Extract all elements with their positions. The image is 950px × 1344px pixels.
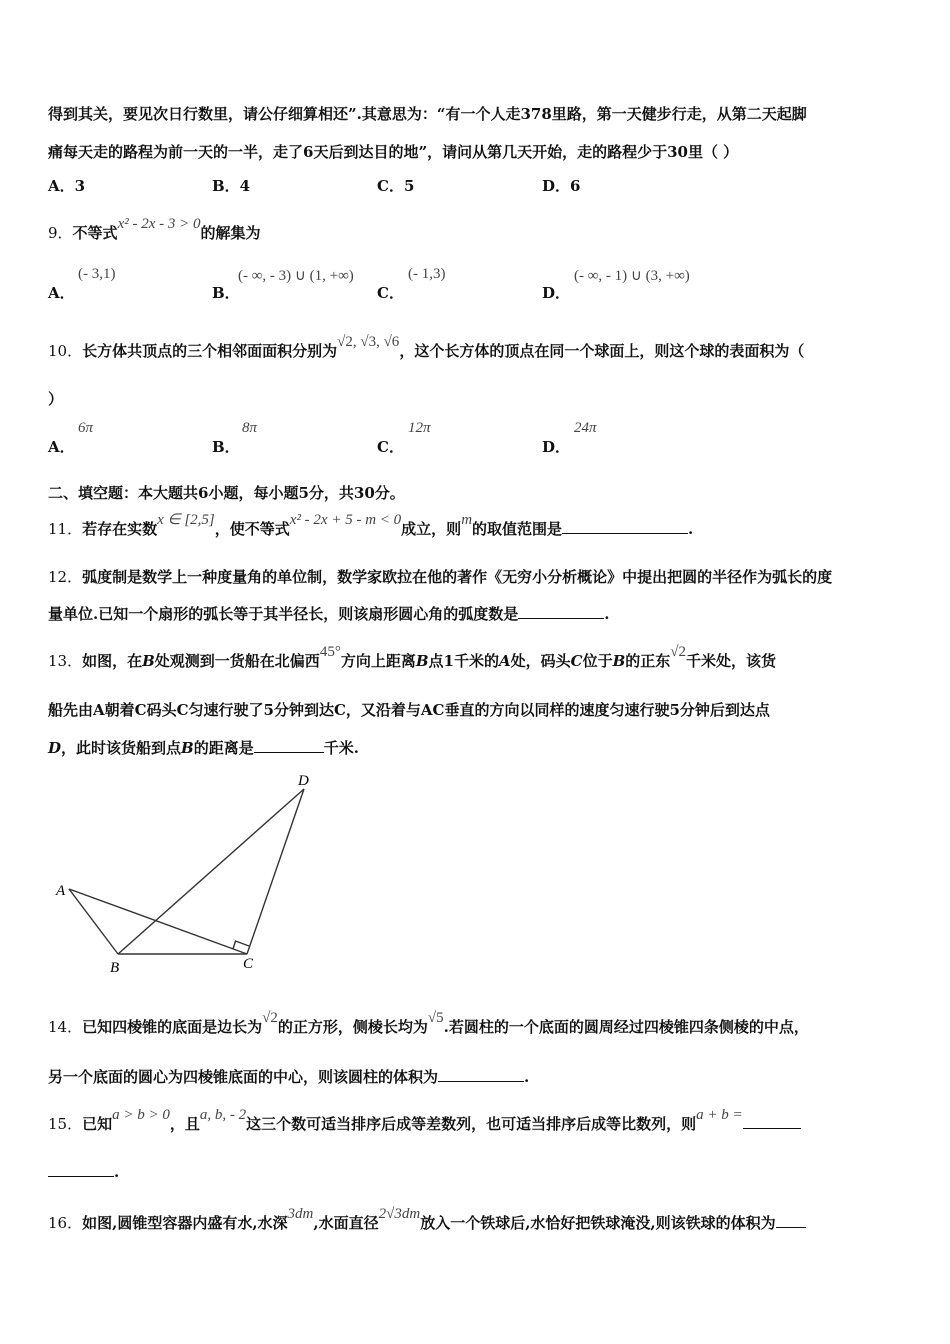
q8-option-a: A．3 [48,177,86,195]
q13-figure [44,765,334,980]
q16-number: 16． [48,1214,83,1232]
q16-diameter: 2√3dm [378,1206,421,1222]
q9-option-c-label: C． [377,284,404,302]
q13-l3b: ，此时该货船到点 [61,739,182,757]
q12-text2: 量单位.已知一个扇形的弧长等于其半径长，则该扇形圆心角的弧度数是 [48,605,519,623]
q12-number: 12． [48,568,83,586]
q13-a7: 的正东 [625,652,671,670]
q10-stem [48,334,805,361]
q16-t1: 如图,圆锥型容器内盛有水,水深 [82,1214,288,1232]
q9-option-a-label: A． [48,284,75,302]
q11-inequality: x² - 2x + 5 - m < 0 [289,512,402,528]
q9-option-b-math: (- ∞, - 3) ∪ (1, +∞) [238,268,354,284]
q10-option-a-math: 6π [78,420,94,436]
q11-t3: 成立，则 [401,520,462,538]
q13-angle: 45° [319,644,341,660]
q12-answer-blank[interactable] [518,604,604,619]
q14-end: . [524,1068,530,1086]
q8-line1: 得到其关，要见次日行数里，请公仔细算相还”.其意思为：“有一个人走378里路，第一天健步行走，从第二天起脚 [48,105,807,123]
q14-number: 14． [48,1018,83,1036]
q13-b5: B [612,652,626,670]
q10-option-c-math: 12π [408,420,431,436]
q10-option-a-label: A． [48,438,75,456]
q12-line2 [48,603,609,624]
q15-answer-blank-1[interactable] [743,1114,801,1129]
q13-b2: B [415,652,429,670]
q10-option-b-label: B． [212,438,240,456]
segment-ac [69,889,247,954]
q13-a1: 如图，在 [82,652,143,670]
q15-inequality: a > b > 0 [112,1107,170,1123]
q8-option-c: C．5 [377,177,415,195]
q13-distance: √2 [670,644,687,660]
q15-end: . [114,1163,120,1181]
q13-l3e: 千米. [323,739,359,757]
q10-post: ，这个长方体的顶点在同一个球面上，则这个球的表面积为（ [399,342,805,360]
q15-line2 [48,1162,119,1181]
q13-b1: B [142,652,155,670]
q14-lateral: √5 [427,1010,444,1026]
q12-line1 [48,566,832,587]
q13-l3c: B [181,739,194,757]
q15-numbers: a, b, - 2 [199,1107,247,1123]
q14-t2: 的正方形，侧棱长均为 [277,1018,428,1036]
q15-number: 15． [48,1115,83,1133]
q11-interval: x ∈ [2,5] [157,512,215,528]
q9-pre: 不等式 [72,224,118,242]
q13-number: 13． [48,652,83,670]
q9-option-c-math: (- 1,3) [408,266,446,282]
q9-inequality: x² - 2x - 3 > 0 [117,216,201,232]
q9-number: 9． [48,224,73,242]
q15-t3: 这三个数可适当排序后成等差数列，也可适当排序后成等比数列，则 [246,1115,697,1133]
q9-stem [48,216,261,243]
q14-line2 [48,1066,529,1087]
q15-line1 [48,1107,801,1134]
q11-number: 11． [48,520,83,538]
q10-option-d-label: D． [542,438,571,456]
q9-option-d-math: (- ∞, - 1) ∪ (3, +∞) [574,268,690,284]
q12-text1: 弧度制是数学上一种度量角的单位制，数学家欧拉在他的著作《无穷小分析概论》中提出把圆的半径作为弧长的度 [82,568,833,586]
q16-t3: 放入一个铁球后,水恰好把铁球淹没,则该铁球的体积为 [420,1214,776,1232]
q13-b3: A [498,652,511,670]
q10-areas: √2, √3, √6 [337,334,400,350]
q13-a6: 位于 [582,652,613,670]
q8-option-d: D．6 [542,177,581,195]
q10-line2: ） [48,390,64,408]
right-angle-mark [233,941,249,949]
q13-a8: 千米处，该货 [686,652,777,670]
q13-b4: C [570,652,583,670]
q10-number: 10． [48,342,83,360]
q13-line1 [48,644,777,671]
q11-stem [48,512,694,539]
q8-line2: 痛每天走的路程为前一天的一半，走了6天后到达目的地”，请问从第几天开始，走的路程少于30里（ ） [48,143,739,161]
q11-t2: ，使不等式 [214,520,290,538]
point-d-label: D [298,773,309,789]
q9-option-a-math: (- 3,1) [78,266,116,282]
q13-a4: 点1千米的 [428,652,499,670]
q10-option-b-math: 8π [242,420,258,436]
q13-l3d: 的距离是 [193,739,254,757]
q11-m: m [461,512,473,528]
q13-line3 [48,737,359,758]
q9-option-b-label: B． [212,284,240,302]
q10-option-d-math: 24π [574,420,597,436]
section-2-heading: 二、填空题：本大题共6小题，每小题5分，共30分。 [48,484,405,502]
q15-t1: 已知 [82,1115,113,1133]
q10-pre: 长方体共顶点的三个相邻面面积分别为 [82,342,338,360]
q16-t2: ,水面直径 [313,1214,379,1232]
q13-a3: 方向上距离 [340,652,416,670]
q13-line2: 船先由A朝着C码头C匀速行驶了5分钟到达C，又沿着与AC垂直的方向以同样的速度匀速行驶5分钟后到达点 [48,701,770,719]
q16-answer-blank[interactable] [776,1213,806,1228]
q11-t5: . [688,520,694,538]
q9-post: 的解集为 [200,224,261,242]
point-c-label: C [243,956,254,972]
q16-line1 [48,1206,806,1233]
point-b-label: B [110,960,120,976]
q13-a5: 处，码头 [510,652,571,670]
q9-option-d-label: D． [542,284,571,302]
q15-t2: ，且 [169,1115,200,1133]
q11-answer-blank[interactable] [562,519,688,534]
point-a-label: A [56,883,66,899]
q13-a2: 处观测到一货船在北偏西 [154,652,320,670]
q14-answer-blank[interactable] [438,1067,524,1082]
q11-t1: 若存在实数 [82,520,158,538]
q15-sum: a + b = [696,1107,743,1123]
q12-end: . [604,605,610,623]
q13-l3a: D [48,739,62,757]
q14-t3: .若圆柱的一个底面的圆周经过四棱锥四条侧棱的中点， [443,1018,809,1036]
segment-ab [69,889,118,954]
q11-t4: 的取值范围是 [472,520,563,538]
q14-t1: 已知四棱锥的底面是边长为 [82,1018,263,1036]
q16-depth: 3dm [287,1206,314,1222]
q10-option-c-label: C． [377,438,404,456]
q8-option-b: B．4 [212,177,251,195]
q13-answer-blank[interactable] [254,738,324,753]
q14-side: √2 [262,1010,278,1026]
q15-answer-blank-2[interactable] [48,1162,114,1177]
q14-text2: 另一个底面的圆心为四棱锥底面的中心，则该圆柱的体积为 [48,1068,439,1086]
q14-line1 [48,1010,809,1037]
